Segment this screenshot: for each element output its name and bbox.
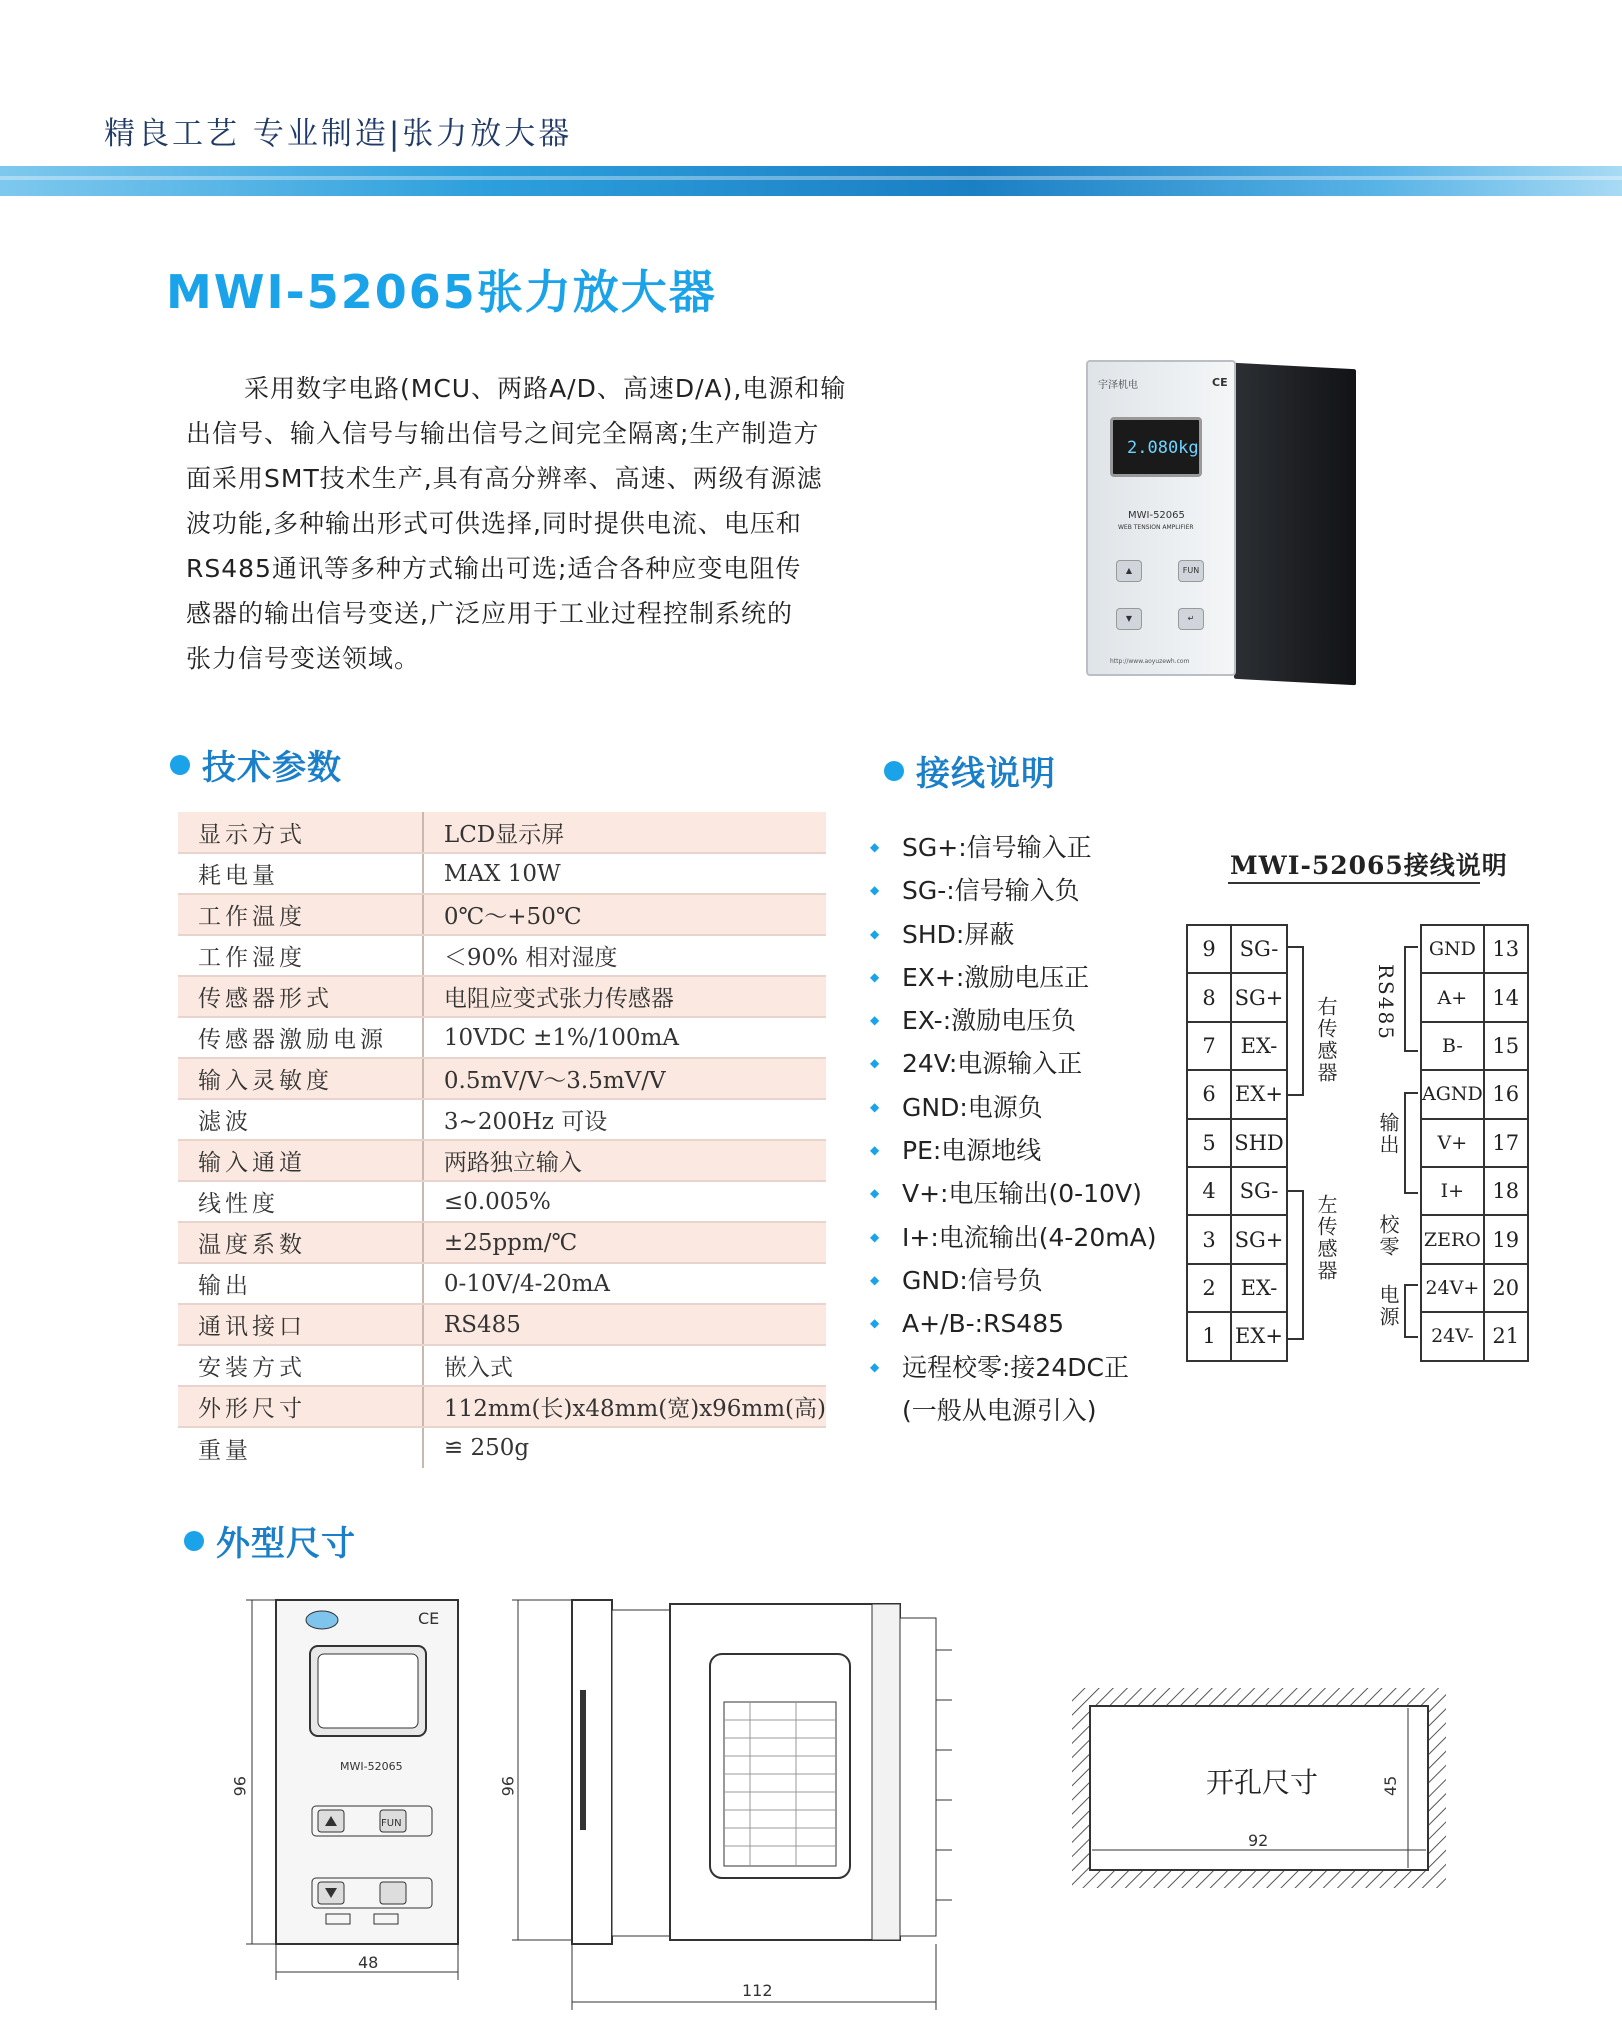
terminal-signal: A+ bbox=[1421, 973, 1484, 1021]
terminal-number: 13 bbox=[1484, 925, 1528, 973]
spec-value: MAX 10W bbox=[423, 853, 826, 894]
page-title: MWI-52065张力放大器 bbox=[166, 265, 717, 319]
output-bracket bbox=[1404, 1092, 1418, 1194]
terminal-number: 17 bbox=[1484, 1119, 1528, 1167]
terminal-number: 5 bbox=[1187, 1119, 1231, 1167]
wiring-diagram-title: MWI-52065接线说明 bbox=[1230, 851, 1508, 880]
spec-value: 10VDC ±1%/100mA bbox=[423, 1017, 826, 1058]
terminal-number: 2 bbox=[1187, 1264, 1231, 1312]
spec-value: LCD显示屏 bbox=[423, 812, 826, 853]
front-height: 96 bbox=[230, 1776, 249, 1797]
right-terminal-block bbox=[1420, 924, 1529, 1362]
spec-name: 外形尺寸 bbox=[178, 1386, 423, 1427]
spec-name: 耗电量 bbox=[178, 853, 423, 894]
spec-value: 嵌入式 bbox=[423, 1345, 826, 1386]
wiring-list-item: (一般从电源引入) bbox=[902, 1395, 1097, 1425]
terminal-row bbox=[1421, 925, 1528, 973]
spec-name: 输入通道 bbox=[178, 1140, 423, 1181]
spec-name: 传感器激励电源 bbox=[178, 1017, 423, 1058]
terminal-row bbox=[1421, 973, 1528, 1021]
terminal-signal: B- bbox=[1421, 1022, 1484, 1070]
spec-name: 线性度 bbox=[178, 1181, 423, 1222]
wiring-section-title bbox=[884, 746, 1056, 795]
terminal-row bbox=[1187, 973, 1287, 1021]
spec-value: 3~200Hz 可设 bbox=[423, 1099, 826, 1140]
spec-name: 安装方式 bbox=[178, 1345, 423, 1386]
terminal-row bbox=[1187, 925, 1287, 973]
front-width: 48 bbox=[358, 1953, 379, 1972]
terminal-signal: EX- bbox=[1231, 1022, 1287, 1070]
cutout-width: 92 bbox=[1248, 1831, 1269, 1850]
spec-row bbox=[178, 1099, 826, 1140]
device-url: http://www.aoyuzewh.com bbox=[1110, 658, 1190, 665]
terminal-row bbox=[1187, 1215, 1287, 1263]
terminal-signal: V+ bbox=[1421, 1119, 1484, 1167]
terminal-signal: EX+ bbox=[1231, 1312, 1287, 1360]
left-terminal-block bbox=[1186, 924, 1288, 1362]
device-ce-mark: CE bbox=[1212, 376, 1228, 389]
spec-name: 输入灵敏度 bbox=[178, 1058, 423, 1099]
spec-value: 两路独立输入 bbox=[423, 1140, 826, 1181]
device-face bbox=[1086, 360, 1236, 676]
rs485-label: RS485 bbox=[1374, 964, 1398, 1041]
intro-line: 张力信号变送领域。 bbox=[186, 644, 421, 673]
terminal-signal: 24V+ bbox=[1421, 1264, 1484, 1312]
front-model: MWI-52065 bbox=[340, 1760, 403, 1773]
spec-name: 温度系数 bbox=[178, 1222, 423, 1263]
terminal-number: 8 bbox=[1187, 973, 1231, 1021]
header-band bbox=[0, 166, 1622, 196]
intro-line: RS485通讯等多种方式输出可选;适合各种应变电阻传 bbox=[186, 554, 802, 583]
spec-row bbox=[178, 976, 826, 1017]
power-label: 电源 bbox=[1376, 1284, 1400, 1328]
spec-value: 112mm(长)x48mm(宽)x96mm(高) bbox=[423, 1386, 826, 1427]
cutout-label: 开孔尺寸 bbox=[1206, 1766, 1319, 1799]
spec-value: ≌ 250g bbox=[443, 1435, 530, 1461]
terminal-row bbox=[1421, 1119, 1528, 1167]
device-enter-button: ↵ bbox=[1178, 608, 1204, 630]
spec-row bbox=[178, 1427, 826, 1468]
terminal-row bbox=[1187, 1264, 1287, 1312]
terminal-number: 9 bbox=[1187, 925, 1231, 973]
spec-row bbox=[178, 1386, 826, 1427]
output-label: 输出 bbox=[1376, 1112, 1400, 1156]
spec-value: 电阻应变式张力传感器 bbox=[423, 976, 826, 1017]
wiring-list-item: ◆ EX-:激励电压负 bbox=[870, 999, 1156, 1042]
terminal-row bbox=[1421, 1264, 1528, 1312]
right-sensor-bracket bbox=[1288, 946, 1304, 1096]
intro-line: 感器的输出信号变送,广泛应用于工业过程控制系统的 bbox=[186, 599, 793, 628]
terminal-number: 7 bbox=[1187, 1022, 1231, 1070]
spec-value: RS485 bbox=[423, 1304, 826, 1345]
terminal-signal: 24V- bbox=[1421, 1312, 1484, 1360]
device-fun-button: FUN bbox=[1178, 560, 1204, 582]
device-lcd bbox=[1110, 417, 1202, 477]
spec-name: 输出 bbox=[178, 1263, 423, 1304]
side-height: 96 bbox=[498, 1776, 517, 1797]
spec-value: 0-10V/4-20mA bbox=[423, 1263, 826, 1304]
terminal-signal: I+ bbox=[1421, 1167, 1484, 1215]
wiring-list-item: ◆ V+:电压输出(0-10V) bbox=[870, 1172, 1156, 1215]
wiring-list-item: ◆ SG+:信号输入正 bbox=[870, 826, 1156, 869]
spec-value: 0.5mV/V～3.5mV/V bbox=[423, 1058, 826, 1099]
terminal-row bbox=[1187, 1119, 1287, 1167]
cutout-height: 45 bbox=[1381, 1775, 1400, 1796]
device-side bbox=[1234, 363, 1356, 685]
device-subtitle: WEB TENSION AMPLIFIER bbox=[1118, 524, 1194, 531]
spec-name: 传感器形式 bbox=[178, 976, 423, 1017]
terminal-signal: EX- bbox=[1231, 1264, 1287, 1312]
wiring-diagram-underline bbox=[1228, 882, 1480, 884]
left-sensor-label: 左传感器 bbox=[1314, 1194, 1338, 1282]
wiring-list-item: ◆ GND:信号负 bbox=[870, 1259, 1156, 1302]
wiring-list-item: ◆ 远程校零:接24DC正 bbox=[870, 1346, 1156, 1389]
device-down-button: ▼ bbox=[1116, 608, 1142, 630]
terminal-row bbox=[1187, 1070, 1287, 1118]
wiring-section-title-text: 接线说明 bbox=[916, 754, 1056, 794]
spec-row bbox=[178, 894, 826, 935]
wiring-list-item: ◆ I+:电流输出(4-20mA) bbox=[870, 1216, 1156, 1259]
spec-row bbox=[178, 1345, 826, 1386]
terminal-row bbox=[1421, 1312, 1528, 1360]
spec-value: 0℃～+50℃ bbox=[423, 894, 826, 935]
terminal-signal: ZERO bbox=[1421, 1215, 1484, 1263]
power-bracket bbox=[1404, 1284, 1418, 1338]
intro-line: 采用数字电路(MCU、两路A/D、高速D/A),电源和输 bbox=[244, 374, 847, 403]
device-model: MWI-52065 bbox=[1128, 510, 1185, 521]
terminal-row bbox=[1187, 1312, 1287, 1360]
terminal-number: 15 bbox=[1484, 1022, 1528, 1070]
device-lcd-value: 2.080kg bbox=[1127, 438, 1199, 458]
terminal-row bbox=[1187, 1022, 1287, 1070]
dimension-section-title bbox=[184, 1516, 356, 1565]
zero-label: 校零 bbox=[1376, 1214, 1400, 1258]
header-tagline: 精良工艺 专业制造|张力放大器 bbox=[104, 116, 573, 152]
spec-row bbox=[178, 1263, 826, 1304]
terminal-signal: SG+ bbox=[1231, 973, 1287, 1021]
intro-line: 面采用SMT技术生产,具有高分辨率、高速、两级有源滤 bbox=[186, 464, 823, 493]
wiring-list-item: ◆ SHD:屏蔽 bbox=[870, 913, 1156, 956]
cutout-drawing bbox=[1064, 1680, 1454, 1900]
terminal-number: 3 bbox=[1187, 1215, 1231, 1263]
spec-section-title-text: 技术参数 bbox=[202, 748, 342, 788]
intro-line: 波功能,多种输出形式可供选择,同时提供电流、电压和 bbox=[186, 509, 802, 538]
spec-row bbox=[178, 1181, 826, 1222]
wiring-list-item: ◆ 24V:电源输入正 bbox=[870, 1042, 1156, 1085]
device-brand: 宇泽机电 bbox=[1098, 380, 1138, 391]
terminal-number: 18 bbox=[1484, 1167, 1528, 1215]
terminal-signal: AGND bbox=[1421, 1070, 1484, 1118]
spec-row bbox=[178, 1304, 826, 1345]
spec-row bbox=[178, 935, 826, 976]
terminal-number: 1 bbox=[1187, 1312, 1231, 1360]
wiring-list-item: ◆ A+/B-:RS485 bbox=[870, 1302, 1156, 1345]
terminal-number: 19 bbox=[1484, 1215, 1528, 1263]
spec-name: 工作温度 bbox=[178, 894, 423, 935]
front-fun: FUN bbox=[381, 1818, 402, 1829]
device-up-button: ▲ bbox=[1116, 560, 1142, 582]
terminal-row bbox=[1421, 1167, 1528, 1215]
terminal-signal: GND bbox=[1421, 925, 1484, 973]
terminal-signal: SHD bbox=[1231, 1119, 1287, 1167]
spec-name: 显示方式 bbox=[178, 812, 423, 853]
rs485-bracket bbox=[1404, 946, 1418, 1052]
wiring-list-item: ◆ EX+:激励电压正 bbox=[870, 956, 1156, 999]
front-view-drawing bbox=[230, 1590, 470, 2030]
spec-row bbox=[178, 1140, 826, 1181]
product-photo bbox=[1086, 360, 1358, 682]
terminal-signal: EX+ bbox=[1231, 1070, 1287, 1118]
terminal-row bbox=[1421, 1070, 1528, 1118]
spec-name: 重量 bbox=[178, 1427, 423, 1468]
intro-paragraph bbox=[186, 366, 898, 681]
terminal-signal: SG- bbox=[1231, 1167, 1287, 1215]
terminal-number: 21 bbox=[1484, 1312, 1528, 1360]
terminal-row bbox=[1421, 1215, 1528, 1263]
spec-value: ＜90% 相对湿度 bbox=[423, 935, 826, 976]
spec-name: 工作湿度 bbox=[178, 935, 423, 976]
left-sensor-bracket bbox=[1288, 1190, 1304, 1340]
terminal-signal: SG- bbox=[1231, 925, 1287, 973]
spec-name: 滤波 bbox=[178, 1099, 423, 1140]
spec-table bbox=[178, 812, 826, 1468]
spec-row bbox=[178, 1222, 826, 1263]
spec-row bbox=[178, 853, 826, 894]
side-view-drawing bbox=[500, 1590, 1000, 2030]
dimension-section-title-text: 外型尺寸 bbox=[216, 1524, 356, 1564]
spec-value: ≤0.005% bbox=[423, 1181, 826, 1222]
terminal-number: 14 bbox=[1484, 973, 1528, 1021]
terminal-number: 16 bbox=[1484, 1070, 1528, 1118]
terminal-number: 20 bbox=[1484, 1264, 1528, 1312]
spec-row bbox=[178, 1017, 826, 1058]
terminal-row bbox=[1187, 1167, 1287, 1215]
side-length: 112 bbox=[742, 1981, 773, 2000]
spec-value: ±25ppm/℃ bbox=[423, 1222, 826, 1263]
spec-row bbox=[178, 812, 826, 853]
spec-name: 通讯接口 bbox=[178, 1304, 423, 1345]
terminal-signal: SG+ bbox=[1231, 1215, 1287, 1263]
spec-section-title bbox=[170, 740, 342, 789]
wiring-list-item: ◆ PE:电源地线 bbox=[870, 1129, 1156, 1172]
terminal-number: 4 bbox=[1187, 1167, 1231, 1215]
front-ce: CE bbox=[418, 1609, 440, 1628]
wiring-list-item: ◆ GND:电源负 bbox=[870, 1086, 1156, 1129]
terminal-number: 6 bbox=[1187, 1070, 1231, 1118]
right-sensor-label: 右传感器 bbox=[1314, 996, 1338, 1084]
wiring-list-item: ◆ SG-:信号输入负 bbox=[870, 869, 1156, 912]
wiring-list bbox=[870, 826, 1156, 1432]
intro-line: 出信号、输入信号与输出信号之间完全隔离;生产制造方 bbox=[186, 419, 820, 448]
spec-row bbox=[178, 1058, 826, 1099]
terminal-row bbox=[1421, 1022, 1528, 1070]
